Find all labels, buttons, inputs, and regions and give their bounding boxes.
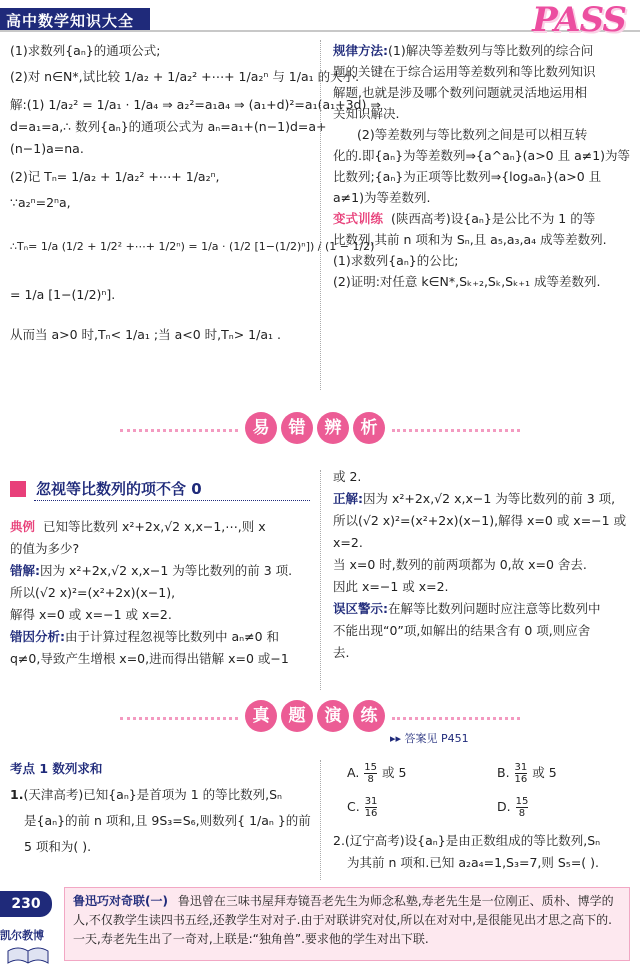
numerator: 31 xyxy=(364,796,378,807)
banner-char: 演 xyxy=(317,700,349,732)
error-example-right xyxy=(333,466,629,664)
text-line: ∴Tₙ= 1/a (1/2 + 1/2² +⋯+ 1/2ⁿ) = 1/a · (1/2 [1−(1/2)ⁿ]) / (1 − 1/2) xyxy=(10,240,375,253)
column-divider xyxy=(320,40,322,390)
banner-char: 练 xyxy=(353,700,385,732)
section-underline xyxy=(34,500,310,501)
banner-char: 析 xyxy=(353,412,385,444)
practice-right xyxy=(333,756,629,874)
banner-dots-left xyxy=(120,717,238,720)
brand-name: 凯尔教博 xyxy=(0,929,44,942)
option-fraction xyxy=(365,796,378,819)
banner-dots-left xyxy=(120,429,238,432)
text-line: 比数列,其前 n 项和为 Sₙ,且 a₅,a₃,a₄ 成等差数列. xyxy=(333,232,607,247)
text-line: 在解等比数列问题时应注意等比数列中 xyxy=(388,601,601,616)
text-line: 比数列;{aₙ}为正项等比数列⇒{logₐaₙ}(a>0 且 xyxy=(333,169,602,184)
variant-label: 变式训练 xyxy=(333,211,384,226)
option-c[interactable] xyxy=(347,796,378,819)
text-line: (1)求数列{aₙ}的公比; xyxy=(333,253,459,268)
text-line: 所以(√2 x)²=(x²+2x)(x−1), xyxy=(10,585,176,600)
text-line: (2)对 n∈N*,试比较 1/a₂ + 1/a₂² +⋯+ 1/a₂ⁿ 与 1/a₁ 的大小. xyxy=(10,69,360,84)
topic-label: 考点 1 数列求和 xyxy=(10,761,103,776)
text-line: 不能出现“0”项,如解出的结果含有 0 项,则应舍 xyxy=(333,623,591,638)
text-line: a≠1)为等差数列. xyxy=(333,190,431,205)
section-title: 忽视等比数列的项不含 0 xyxy=(36,480,202,498)
story-title: 鲁迅巧对奇联(一) xyxy=(73,894,168,908)
text-line: 解题,也就是涉及哪个数列问题就灵活地运用相 xyxy=(333,85,587,100)
method-label: 规律方法: xyxy=(333,43,388,58)
column-divider xyxy=(320,760,322,880)
option-d[interactable] xyxy=(497,796,529,819)
denominator: 8 xyxy=(364,773,377,785)
column-divider xyxy=(320,470,322,690)
section-heading xyxy=(10,478,310,500)
example-label: 典例 xyxy=(10,519,36,534)
text-line: 5 项和为( ). xyxy=(24,839,92,854)
page-number: 230 xyxy=(0,891,52,917)
text-line: (陕西高考)设{aₙ}是公比不为 1 的等 xyxy=(391,211,596,226)
text-line: 化的.即{aₙ}为等差数列⇒{a^aₙ}(a>0 且 a≠1)为等 xyxy=(333,148,631,163)
option-tail: 或 5 xyxy=(528,765,557,780)
option-b[interactable] xyxy=(497,762,557,785)
banner-dots-right xyxy=(392,717,520,720)
practice-left xyxy=(10,756,315,860)
numerator: 31 xyxy=(514,762,528,773)
text-line: 当 x=0 时,数列的前两项都为 0,故 x=0 舍去. xyxy=(333,557,587,572)
numerator: 15 xyxy=(364,762,378,773)
text-line: (2)证明:对任意 k∈N*,Sₖ₊₂,Sₖ,Sₖ₊₁ 成等差数列. xyxy=(333,274,601,289)
text-line: q≠0,导致产生增根 x=0,进而得出错解 x=0 或−1 xyxy=(10,651,289,666)
banner-char: 易 xyxy=(245,412,277,444)
square-bullet-icon xyxy=(10,481,26,497)
text-line: (2)等差数列与等比数列之间是可以相互转 xyxy=(357,127,588,142)
text-line: 由于计算过程忽视等比数列中 aₙ≠0 和 xyxy=(65,629,280,644)
text-line: 或 2. xyxy=(333,469,362,484)
text-line: = 1/a [1−(1/2)ⁿ]. xyxy=(10,287,116,302)
option-a[interactable] xyxy=(347,762,406,785)
option-letter: D. xyxy=(497,799,511,814)
denominator: 8 xyxy=(516,807,529,819)
answer-reference: ▸▸ 答案见 P451 xyxy=(390,732,469,745)
correct-solution-label: 正解: xyxy=(333,491,363,506)
question-number: 1. xyxy=(10,787,24,802)
text-line: 解:(1) 1/a₂² = 1/a₁ · 1/a₄ ⇒ a₂²=a₁a₄ ⇒ (a₁+d)²=a₁(a₁+3d) ⇒ xyxy=(10,97,381,112)
error-analysis-label: 错因分析: xyxy=(10,629,65,644)
text-line: (2)记 Tₙ= 1/a₂ + 1/a₂² +⋯+ 1/a₂ⁿ, xyxy=(10,169,220,184)
text-line: ∵a₂ⁿ=2ⁿa, xyxy=(10,195,71,210)
numerator: 15 xyxy=(515,796,529,807)
story-box xyxy=(64,887,630,961)
text-line: x=2. xyxy=(333,535,363,550)
option-tail: 或 5 xyxy=(378,765,407,780)
text-line: (n−1)a=na. xyxy=(10,141,84,156)
text-line: 因为 x²+2x,√2 x,x−1 为等比数列的前 3 项. xyxy=(40,563,293,578)
option-fraction xyxy=(364,762,377,785)
text-line: (1)求数列{aₙ}的通项公式; xyxy=(10,43,161,58)
text-line: 题的关键在于综合运用等差数列和等比数列知识 xyxy=(333,64,596,79)
banner-char: 题 xyxy=(281,700,313,732)
section-banner-errors xyxy=(0,412,640,448)
method-column xyxy=(333,40,629,292)
options-row xyxy=(333,756,629,790)
text-line: 为其前 n 项和.已知 a₂a₄=1,S₃=7,则 S₅=( ). xyxy=(347,855,599,870)
text-line: 因此 x=−1 或 x=2. xyxy=(333,579,449,594)
open-book-icon xyxy=(6,945,50,967)
text-line: 关知识解决. xyxy=(333,106,400,121)
option-letter: A. xyxy=(347,765,360,780)
section-banner-practice xyxy=(0,700,640,736)
pass-logo: PASS xyxy=(532,0,626,40)
pitfall-warning-label: 误区警示: xyxy=(333,601,388,616)
options-row xyxy=(333,790,629,824)
banner-char: 辨 xyxy=(317,412,349,444)
denominator: 16 xyxy=(514,774,528,785)
text-line: 去. xyxy=(333,645,350,660)
question-2 xyxy=(333,830,629,874)
error-example-left xyxy=(10,516,315,670)
text-line: d=a₁=a,∴ 数列{aₙ}的通项公式为 aₙ=a₁+(n−1)d=a+ xyxy=(10,119,327,134)
text-line: (天津高考)已知{aₙ}是首项为 1 的等比数列,Sₙ xyxy=(23,787,283,802)
text-line: 已知等比数列 x²+2x,√2 x,x−1,⋯,则 x xyxy=(43,519,266,534)
option-letter: C. xyxy=(347,799,360,814)
text-line: 从而当 a>0 时,Tₙ< 1/a₁ ;当 a<0 时,Tₙ> 1/a₁ . xyxy=(10,327,281,342)
header-title: 高中数学知识大全 xyxy=(6,12,135,30)
page-footer xyxy=(0,885,640,974)
banner-dots-right xyxy=(392,429,520,432)
banner-char: 错 xyxy=(281,412,313,444)
text-line: 因为 x²+2x,√2 x,x−1 为等比数列的前 3 项, xyxy=(363,491,616,506)
story-text: 鲁迅曾在三味书屋拜寿镜吾老先生为师念私塾,寿老先生是一位刚正、质朴、博学的人,不仅教学生读四书五经,还教学生对对子.由于对联讲究对仗,所以在对对中,是很能见出才思之高下的.一天,寿老先生出了一奇对,上联是:“独角兽”.要求他的学生对出下联. xyxy=(73,894,614,946)
wrong-solution-label: 错解: xyxy=(10,563,40,578)
text-line: 是{aₙ}的前 n 项和,且 9S₃=S₆,则数列{ 1/aₙ }的前 xyxy=(24,813,311,828)
option-fraction xyxy=(516,796,529,819)
page-header xyxy=(0,0,640,40)
option-letter: B. xyxy=(497,765,510,780)
text-line: 所以(√2 x)²=(x²+2x)(x−1),解得 x=0 或 x=−1 或 xyxy=(333,513,627,528)
option-fraction xyxy=(515,762,528,785)
banner-char: 真 xyxy=(245,700,277,732)
text-line: 的值为多少? xyxy=(10,541,80,556)
text-line: 解得 x=0 或 x=−1 或 x=2. xyxy=(10,607,172,622)
denominator: 16 xyxy=(364,808,378,819)
answer-ref-text: 答案见 P451 xyxy=(404,732,469,745)
text-line: 2.(辽宁高考)设{aₙ}是由正数组成的等比数列,Sₙ xyxy=(333,833,601,848)
text-line: (1)解决等差数列与等比数列的综合问 xyxy=(388,43,594,58)
